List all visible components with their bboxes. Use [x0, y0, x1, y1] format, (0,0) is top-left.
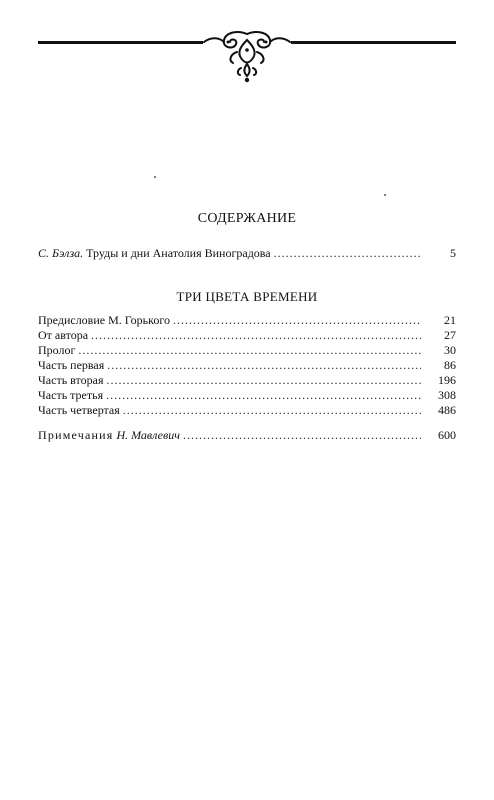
decorative-ornament	[38, 28, 456, 86]
toc-row	[38, 313, 456, 327]
toc-page-number: 308	[438, 388, 456, 402]
section-heading: ТРИ ЦВЕТА ВРЕМЕНИ	[176, 289, 318, 304]
dot-leader	[106, 388, 421, 402]
dot-leader	[107, 358, 421, 372]
toc-title-text: Труды и дни Анатолия Виноградова	[86, 246, 271, 260]
toc-page-number: 86	[444, 358, 456, 372]
toc-title: От автора	[38, 328, 89, 342]
toc-page-number: 30	[444, 343, 456, 357]
dot-leader	[123, 403, 421, 417]
toc-row	[38, 373, 456, 387]
print-speck	[384, 194, 386, 196]
print-speck	[154, 176, 156, 178]
toc-title: Часть первая	[38, 358, 105, 372]
toc-row	[38, 358, 456, 372]
toc-row-notes	[38, 428, 456, 442]
toc-author: Н. Мавлевич	[116, 428, 180, 442]
dot-leader	[78, 343, 421, 357]
dot-leader	[173, 313, 421, 327]
toc-title	[38, 428, 180, 442]
toc-row	[38, 388, 456, 402]
toc-title: Часть вторая	[38, 373, 104, 387]
toc-title	[38, 246, 271, 260]
toc-title-text: Примечания	[38, 428, 114, 442]
dot-leader	[183, 428, 421, 442]
toc-row	[38, 328, 456, 342]
toc-title: Часть третья	[38, 388, 104, 402]
toc-title: Предисловие М. Горького	[38, 313, 170, 327]
toc-row-intro	[38, 246, 456, 260]
toc-page-number: 486	[438, 403, 456, 417]
dot-leader	[91, 328, 421, 342]
toc-page-number: 27	[444, 328, 456, 342]
contents-heading: СОДЕРЖАНИЕ	[197, 211, 297, 226]
toc-row	[38, 343, 456, 357]
toc-page-number: 600	[438, 428, 456, 442]
dot-leader	[274, 246, 421, 260]
toc-author: С. Бэлза.	[38, 246, 84, 260]
toc-row	[38, 403, 456, 417]
toc-page-number: 5	[450, 246, 456, 260]
toc-page-number: 196	[438, 373, 456, 387]
toc-title: Пролог	[38, 343, 76, 357]
toc-page-number: 21	[444, 313, 456, 327]
dot-leader	[106, 373, 421, 387]
toc-title: Часть четвертая	[38, 403, 120, 417]
